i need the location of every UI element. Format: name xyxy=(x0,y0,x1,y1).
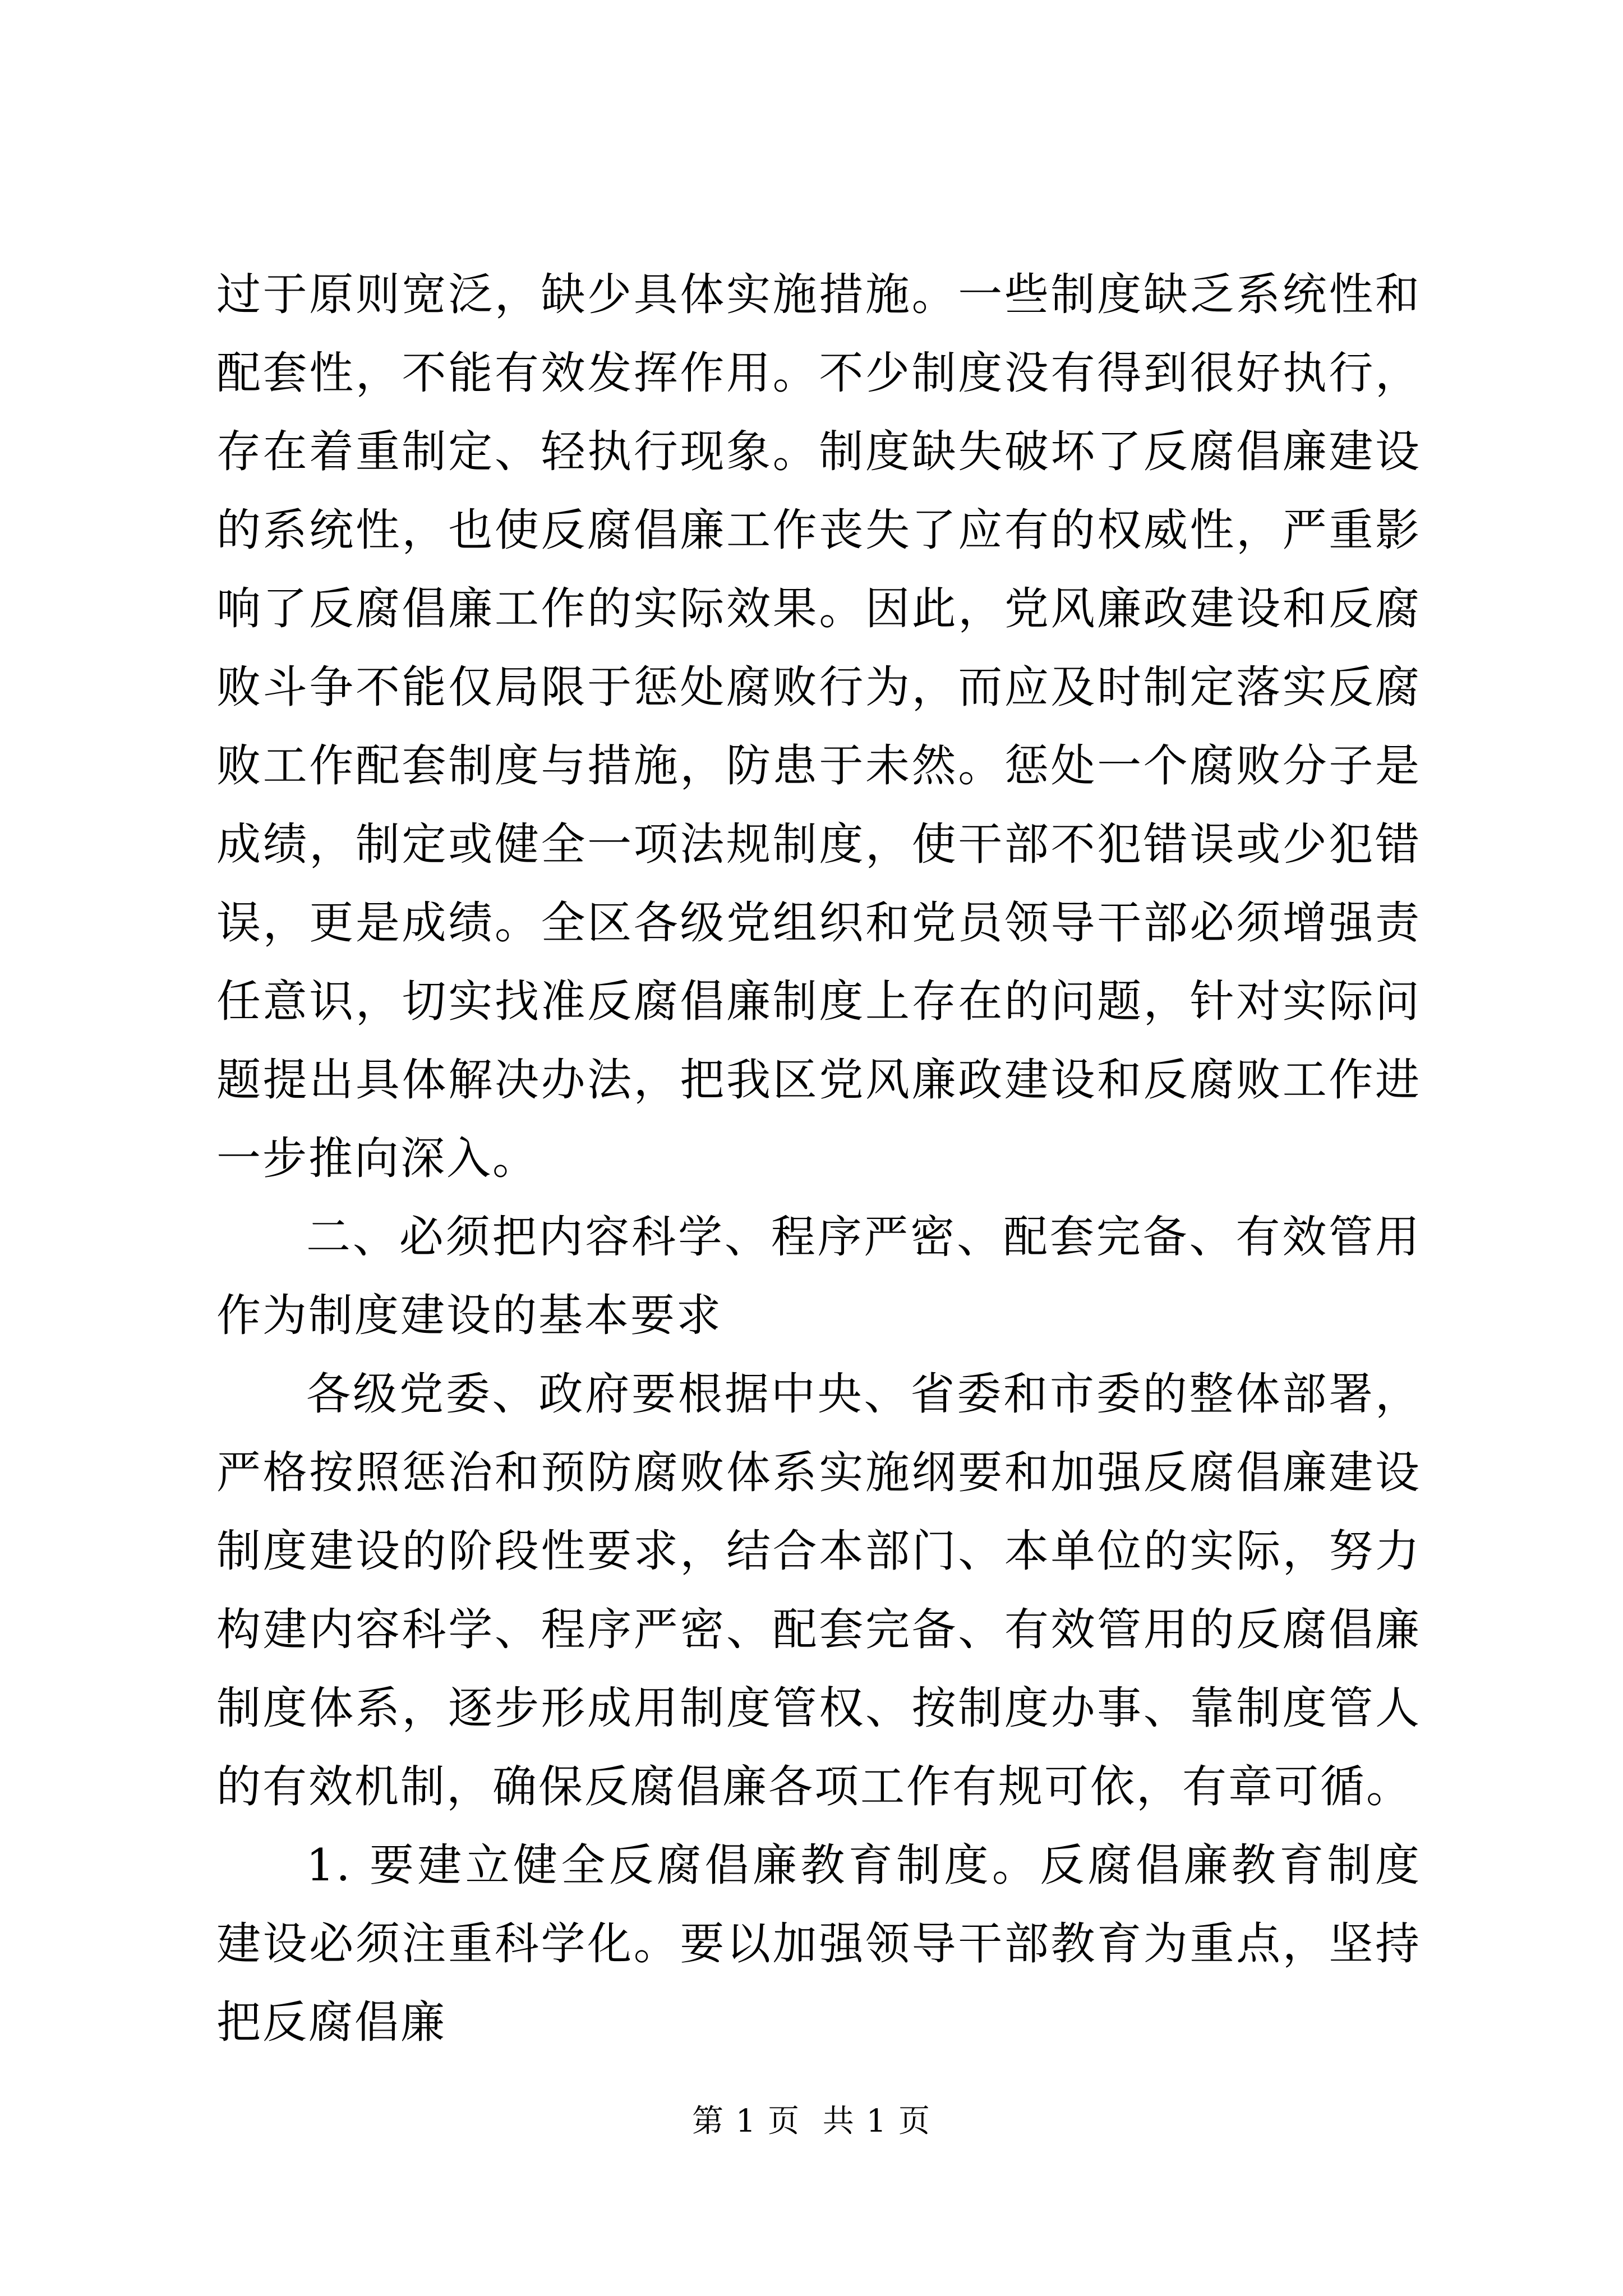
page-footer xyxy=(0,2099,1623,2144)
paragraph-3: 各级党委、政府要根据中央、省委和市委的整体部署，严格按照惩治和预防腐败体系实施纲要和加强反腐倡廉建设制度建设的阶段性要求，结合本部门、本单位的实际，努力构建内容科学、程序严密、配套完备、有效管用的反腐倡廉制度体系，逐步形成用制度管权、按制度办事、靠制度管人的有效机制，确保反腐倡廉各项工作有规可依，有章可循。 xyxy=(216,1368,1421,1812)
page-total: 共 1 页 xyxy=(822,2103,932,2139)
page-number: 第 1 页 xyxy=(691,2103,801,2139)
section-heading-2: 二、必须把内容科学、程序严密、配套完备、有效管用作为制度建设的基本要求 xyxy=(216,1211,1421,1341)
document-body xyxy=(216,255,1421,2062)
paragraph-4: 1. 要建立健全反腐倡廉教育制度。反腐倡廉教育制度建设必须注重科学化。要以加强领导干部教育为重点，坚持把反腐倡廉 xyxy=(216,1839,1421,2048)
paragraph-1: 过于原则宽泛，缺少具体实施措施。一些制度缺乏系统性和配套性，不能有效发挥作用。不少制度没有得到很好执行，存在着重制定、轻执行现象。制度缺失破坏了反腐倡廉建设的系统性，也使反腐倡廉工作丧失了应有的权威性，严重影响了反腐倡廉工作的实际效果。因此，党风廉政建设和反腐败斗争不能仅局限于惩处腐败行为，而应及时制定落实反腐败工作配套制度与措施，防患于未然。惩处一个腐败分子是成绩，制定或健全一项法规制度，使干部不犯错误或少犯错误，更是成绩。全区各级党组织和党员领导干部必须增强责任意识，切实找准反腐倡廉制度上存在的问题，针对实际问题提出具体解决办法，把我区党风廉政建设和反腐败工作进一步推向深入。 xyxy=(216,269,1421,1184)
